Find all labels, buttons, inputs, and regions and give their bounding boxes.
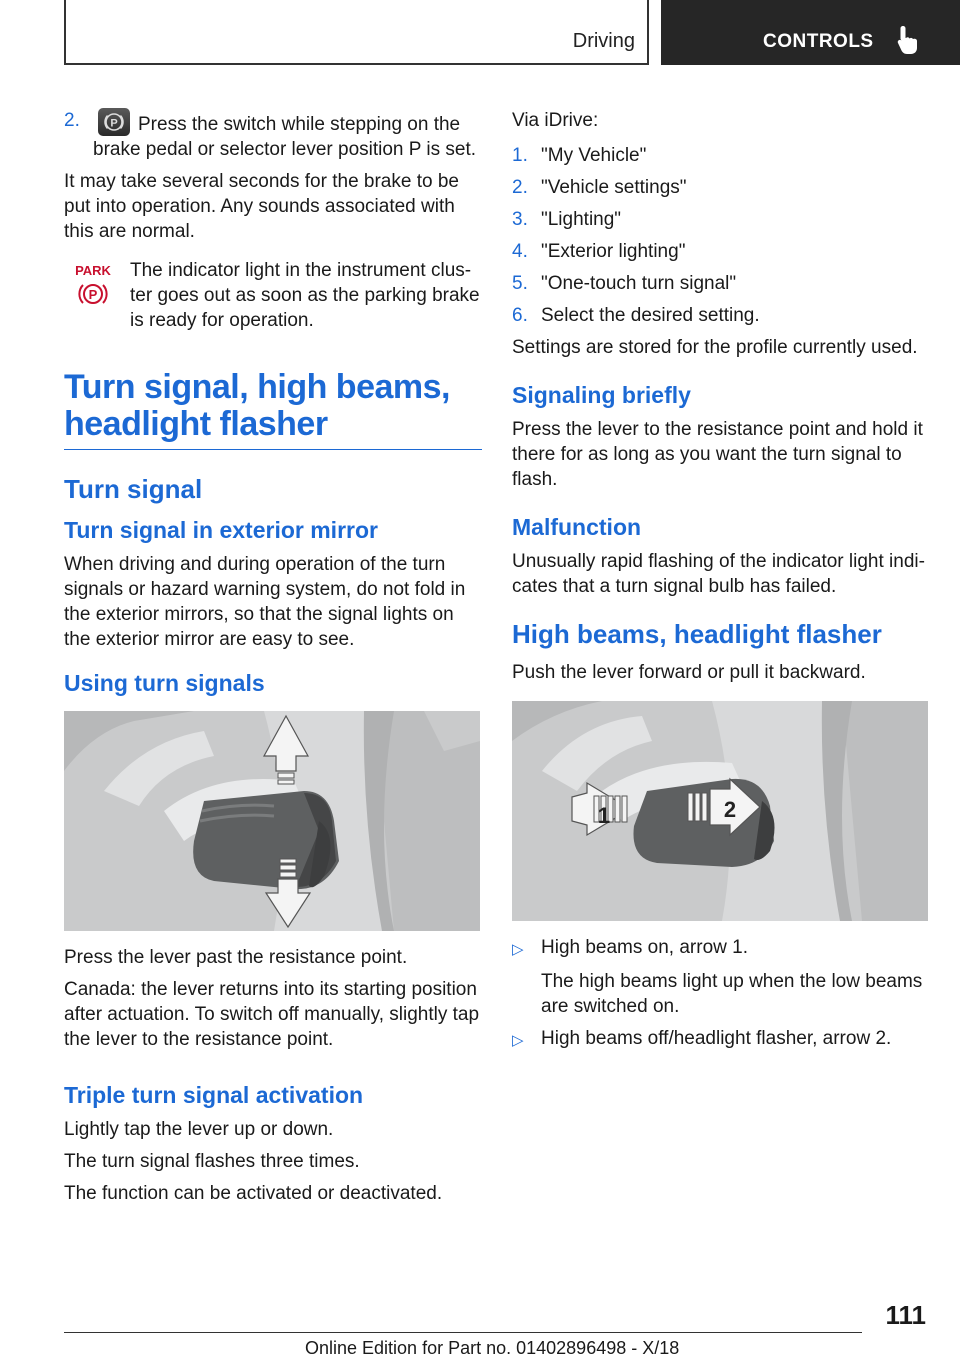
paragraph: It may take several seconds for the brake to be put into operation. Any sounds associated with this are normal. [64, 171, 459, 242]
step-2 [64, 108, 482, 162]
using-text-1: Press the lever past the resistance point. [64, 947, 408, 968]
malfunction-text: Unusually rapid flashing of the indicator light indi‐cates that a turn signal bulb has failed. [512, 551, 925, 597]
indicator-note [64, 258, 482, 333]
main-heading: Turn signal, high beams, headlight flasher [64, 369, 482, 450]
idrive-step: 2. "Vehicle settings" [512, 177, 687, 198]
bullet-text: High beams on, arrow 1. [541, 937, 748, 958]
step-2-text: Press the switch while stepping on the brake pedal or selector lever position P is set. [93, 114, 477, 160]
arrow-label-1: 1 [597, 803, 611, 828]
bullet-item [512, 935, 930, 962]
bullet-text: High beams off/headlight flasher, arrow 2. [541, 1028, 892, 1049]
bullet-triangle-icon: ▷ [512, 941, 524, 958]
idrive-step: 4. "Exterior lighting" [512, 241, 686, 262]
idrive-step: 1. "My Vehicle" [512, 145, 647, 166]
settings-note: Settings are stored for the profile currently used. [512, 337, 918, 358]
triple-turn-heading: Triple turn signal activation [64, 1082, 364, 1108]
idrive-step: 6. Select the desired setting. [512, 305, 760, 326]
header-section-title: Driving [572, 30, 635, 52]
using-turn-signals-heading: Using turn signals [64, 670, 265, 696]
triple-text-3: The function can be activated or deactivated. [64, 1183, 443, 1204]
bullet-subtext: The high beams light up when the low beams are switched on. [541, 971, 923, 1017]
park-label: PARK [75, 263, 111, 278]
malfunction-heading: Malfunction [512, 514, 642, 540]
arrow-label-2: 2 [723, 797, 737, 822]
left-column [64, 108, 482, 1213]
page-number: 111 [885, 1300, 926, 1330]
using-text-2: Canada: the lever returns into its starting position after actuation. To switch off manually, slightly tap the lever to the resistance point. [64, 979, 480, 1050]
high-beam-lever-illustration [512, 701, 928, 921]
bullet-triangle-icon: ▷ [512, 1032, 524, 1049]
mirror-text: When driving and during operation of the turn signals or hazard warning system, do not fold in the exterior mirrors, so that the signal lights on the exterior mirror are easy to see. [64, 554, 466, 650]
step-number: 2. [64, 110, 80, 131]
svg-text:P: P [88, 287, 98, 302]
idrive-step: 3. "Lighting" [512, 209, 622, 230]
footer-edition: Online Edition for Part no. 01402896498 - X/18 [305, 1338, 680, 1358]
mirror-heading: Turn signal in exterior mirror [64, 517, 378, 543]
header-section-box [64, 0, 649, 65]
svg-text:P: P [110, 117, 118, 130]
triple-text-1: Lightly tap the lever up or down. [64, 1119, 334, 1140]
signaling-briefly-text: Press the lever to the resistance point and hold it there for as long as you want the turn signal to flash. [512, 419, 923, 490]
footer-divider [64, 1332, 862, 1333]
pointing-hand-icon [895, 24, 921, 56]
park-indicator-icon [64, 258, 130, 318]
turn-signal-lever-illustration [64, 711, 480, 931]
high-beams-heading: High beams, headlight flasher [512, 619, 882, 649]
bullet-item [512, 1026, 930, 1053]
idrive-step: 5. "One-touch turn signal" [512, 273, 737, 294]
parking-brake-switch-icon [98, 108, 130, 136]
triple-text-2: The turn signal flashes three times. [64, 1151, 360, 1172]
high-beams-text: Push the lever forward or pull it backward. [512, 662, 866, 683]
signaling-briefly-heading: Signaling briefly [512, 382, 691, 408]
turn-signal-heading: Turn signal [64, 474, 203, 504]
via-idrive: Via iDrive: [512, 110, 599, 131]
header-chapter-box [661, 0, 960, 65]
right-column [512, 108, 930, 1060]
header-chapter-title: CONTROLS [763, 31, 874, 52]
note-text: The indicator light in the instrument clus‐ter goes out as soon as the parking brake is ready for operation. [130, 260, 480, 331]
